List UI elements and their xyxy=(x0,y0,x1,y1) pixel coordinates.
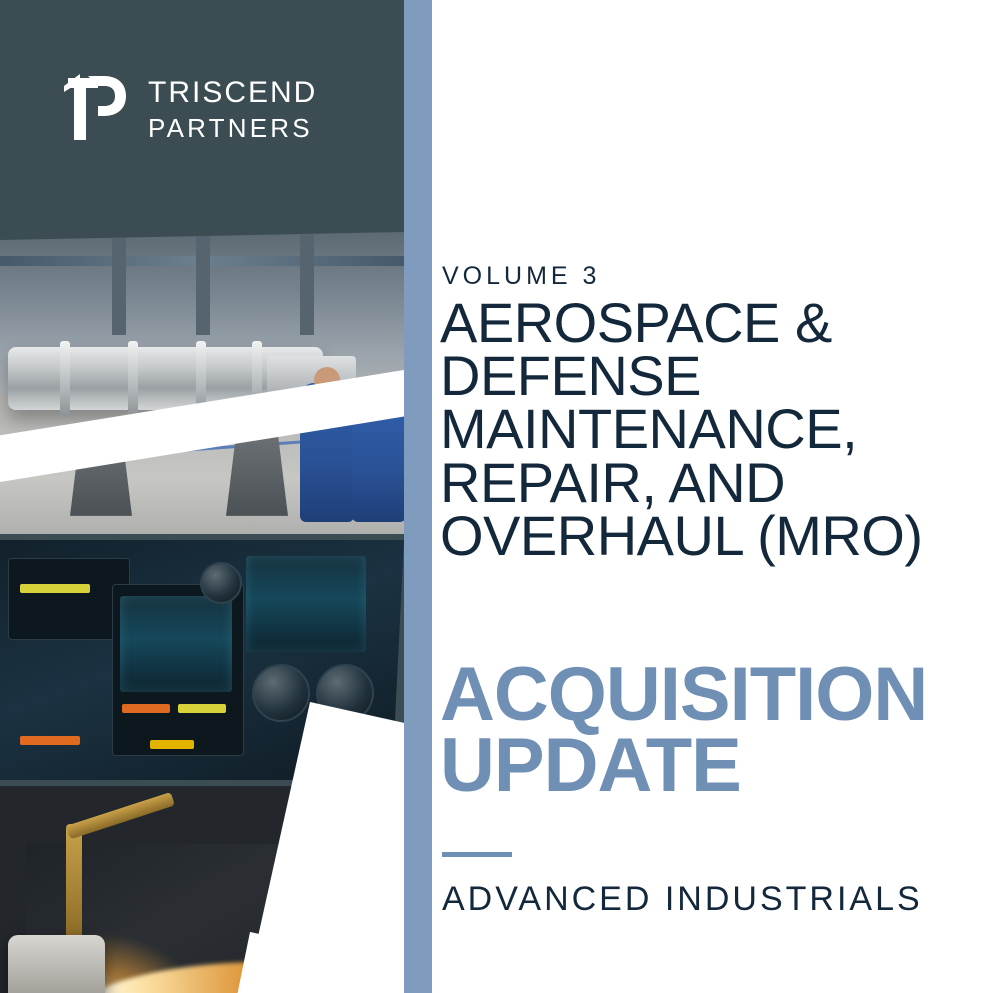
brand-wordmark xyxy=(148,75,318,143)
sector-subtitle: ADVANCED INDUSTRIALS xyxy=(442,880,923,918)
accent-stripe xyxy=(404,0,432,993)
brand-logo xyxy=(58,72,317,146)
left-panel xyxy=(0,0,404,993)
triscend-p-monogram-icon xyxy=(58,72,130,146)
report-headline: ACQUISITION UPDATE xyxy=(440,652,928,808)
cover-text-panel xyxy=(432,0,1000,993)
headline-rule xyxy=(442,852,512,857)
brand-name-line1: TRISCEND xyxy=(148,75,318,109)
page-title: AEROSPACE & DEFENSE MAINTENANCE, REPAIR, AND OVERHAUL (MRO) xyxy=(440,291,923,567)
volume-label: VOLUME 3 xyxy=(442,262,601,290)
year-label: 2025 xyxy=(320,845,358,933)
brand-name-line2: PARTNERS xyxy=(148,112,313,143)
